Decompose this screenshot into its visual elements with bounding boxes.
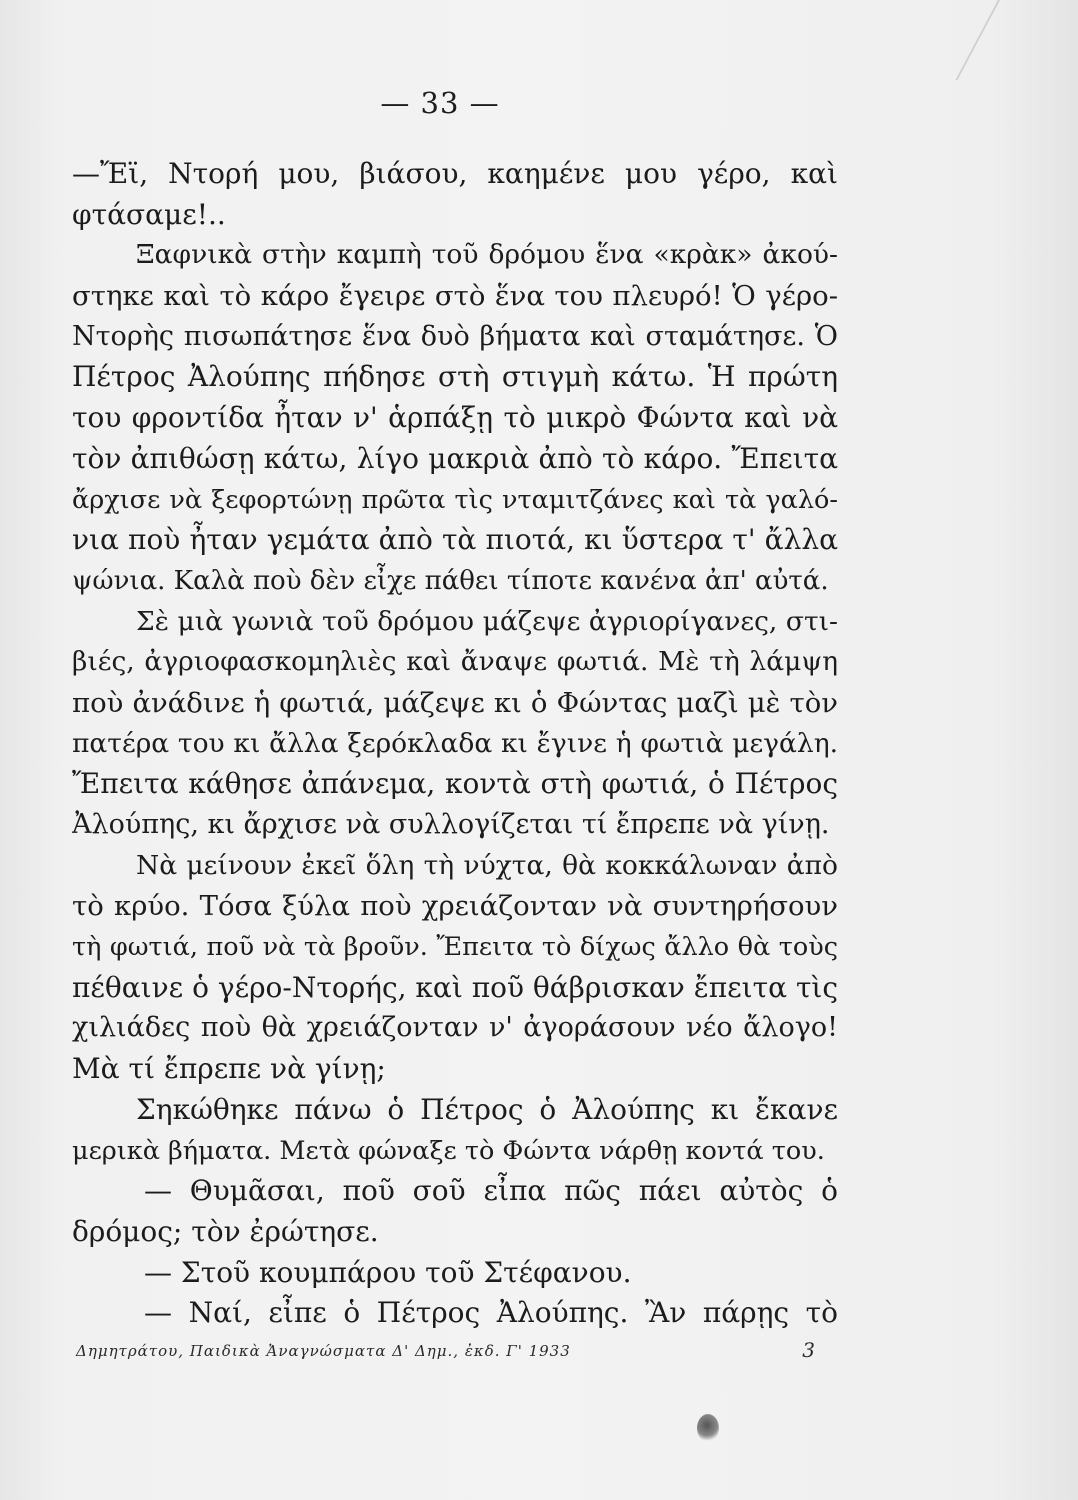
page-footer — [76, 1338, 846, 1372]
text-line: φτάσαμε!.. — [72, 197, 226, 231]
text-line: Πέτρος Ἀλούπης πήδησε στὴ στιγμὴ κάτω. Ἡ πρώτη — [72, 360, 838, 394]
text-line: χιλιάδες ποὺ θὰ χρειάζονταν ν' ἀγοράσουν νέο ἄλογο! — [72, 1012, 838, 1044]
text-line: Ξαφνικὰ στὴν καμπὴ τοῦ δρόμου ἕνα «κρὰκ» ἀκού- — [136, 239, 838, 271]
text-line: Μὰ τί ἔπρεπε νὰ γίνῃ; — [72, 1052, 386, 1086]
text-line: ἄρχισε νὰ ξεφορτώνῃ πρῶτα τὶς νταμιτζάνες καὶ τὰ γαλό- — [72, 484, 838, 515]
text-line: Σὲ μιὰ γωνιὰ τοῦ δρόμου μάζεψε ἀγριορίγανες, στι- — [136, 605, 838, 637]
text-line: τὸ κρύο. Τόσα ξύλα ποὺ χρειάζονταν νὰ συντηρήσουν — [72, 890, 838, 923]
text-line: Ντορὴς πισωπάτησε ἕνα δυὸ βήματα καὶ σταμάτησε. Ὁ — [72, 320, 838, 352]
text-line: ποὺ ἀνάδινε ἡ φωτιά, μάζεψε κι ὁ Φώντας μαζὶ μὲ τὸν — [72, 686, 838, 719]
text-line: Σηκώθηκε πάνω ὁ Πέτρος ὁ Ἀλούπης κι ἔκανε — [136, 1092, 838, 1126]
text-line: βιές, ἀγριοφασκομηλιὲς καὶ ἄναψε φωτιά. Μὲ τὴ λάμψη — [72, 646, 838, 678]
text-line: του φροντίδα ἦταν ν' ἁρπάξῃ τὸ μικρὸ Φώντα καὶ νὰ — [72, 401, 838, 435]
ink-spot — [697, 1414, 719, 1442]
printer-signature-mark: 3 — [802, 1338, 816, 1362]
text-line: τὸν ἀπιθώσῃ κάτω, λίγο μακριὰ ἀπὸ τὸ κάρο. Ἔπειτα — [72, 441, 838, 475]
text-line: —Ἔϊ, Ντορή μου, βιάσου, καημένε μου γέρο, καὶ — [72, 157, 838, 190]
text-line: πατέρα του κι ἄλλα ξερόκλαδα κι ἔγινε ἡ φωτιὰ μεγάλη. — [72, 727, 838, 759]
page-number: — 33 — — [380, 86, 500, 120]
text-line: τὴ φωτιά, ποῦ νὰ τὰ βροῦν. Ἔπειτα τὸ δίχως ἄλλο θὰ τοὺς — [72, 932, 838, 963]
text-line: Νὰ μείνουν ἐκεῖ ὅλη τὴ νύχτα, θὰ κοκκάλωναν ἀπὸ — [136, 849, 838, 881]
text-line: Ἔπειτα κάθησε ἀπάνεμα, κοντὰ στὴ φωτιά, ὁ Πέτρος — [72, 767, 838, 801]
text-line: — Στοῦ κουμπάρου τοῦ Στέφανου. — [144, 1255, 632, 1289]
text-line: στηκε καὶ τὸ κάρο ἔγειρε στὸ ἕνα του πλευρό! Ὁ γέρο- — [72, 280, 838, 313]
text-line: μερικὰ βήματα. Μετὰ φώναξε τὸ Φώντα νάρθῃ κοντά του. — [72, 1135, 825, 1166]
body-text — [72, 154, 838, 1334]
text-line: δρόμος; τὸν ἐρώτησε. — [72, 1214, 379, 1248]
footer-citation: Δημητράτου, Παιδικὰ Ἀναγνώσματα Δ' Δημ., ἐκδ. Γ' 1933 — [76, 1342, 571, 1360]
text-line: ψώνια. Καλὰ ποὺ δὲν εἶχε πάθει τίποτε κανένα ἀπ' αὐτά. — [72, 565, 829, 596]
page-corner-fold — [955, 0, 1078, 80]
text-line: νια ποὺ ἦταν γεμάτα ἀπὸ τὰ πιοτά, κι ὕστερα τ' ἄλλα — [72, 523, 838, 557]
text-line: — Ναί, εἶπε ὁ Πέτρος Ἀλούπης. Ἂν πάρῃς τὸ — [144, 1296, 838, 1330]
text-line: Ἀλούπης, κι ἄρχισε νὰ συλλογίζεται τί ἔπρεπε νὰ γίνῃ. — [72, 809, 830, 840]
text-line: — Θυμᾶσαι, ποῦ σοῦ εἶπα πῶς πάει αὐτὸς ὁ — [144, 1174, 838, 1208]
text-line: πέθαινε ὁ γέρο-Ντορής, καὶ ποῦ θάβρισκαν ἔπειτα τὶς — [72, 970, 838, 1004]
